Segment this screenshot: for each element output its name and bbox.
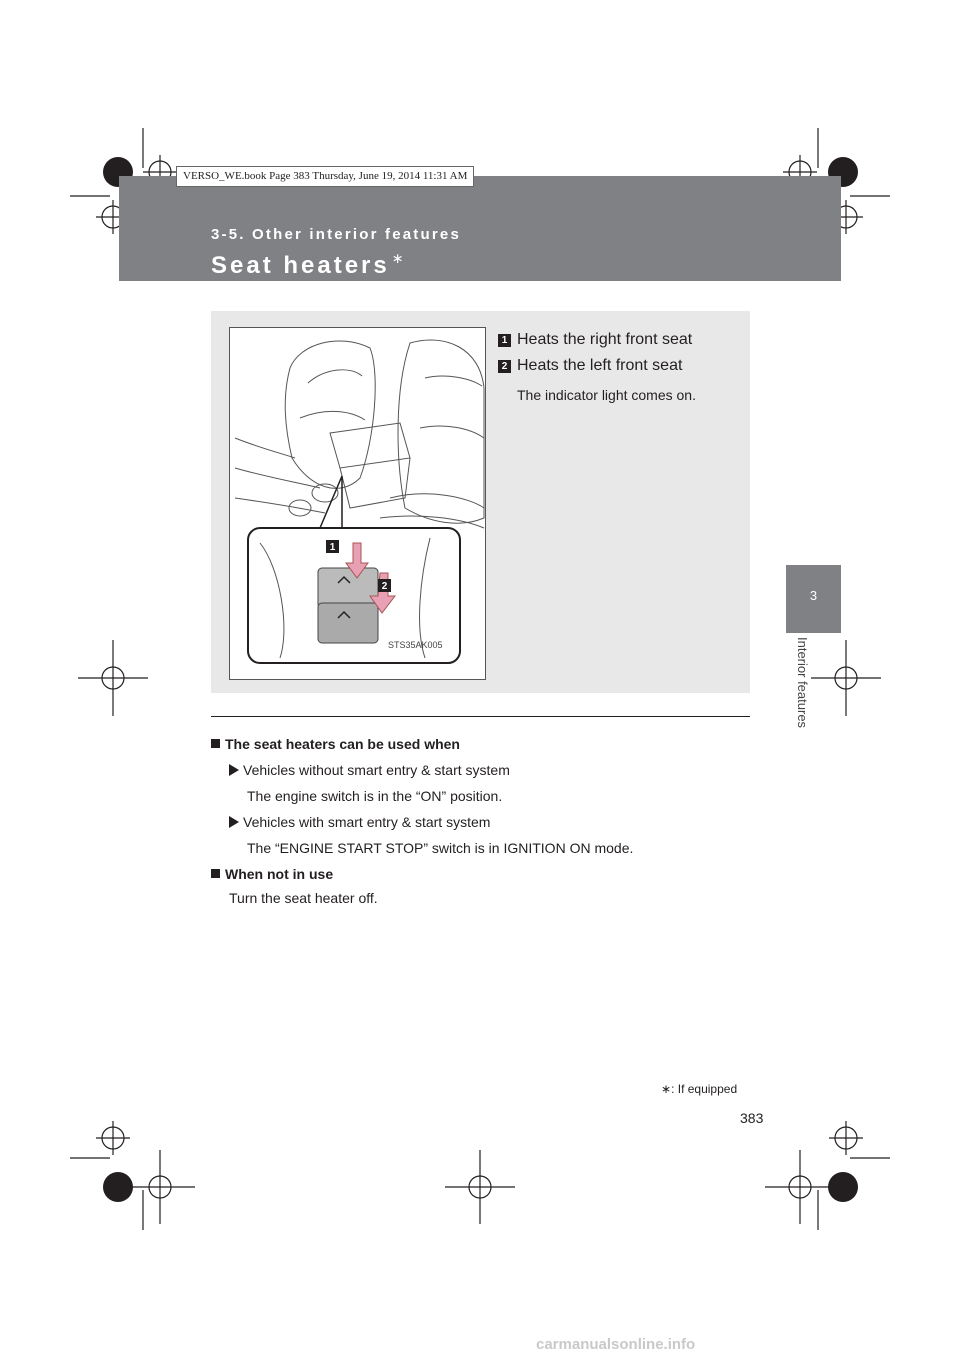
square-bullet-icon [211,869,220,878]
footnote-mark: ∗ [661,1082,672,1096]
section-title: 3-5. Other interior features [211,226,461,243]
crosshair-icon [445,1150,515,1224]
svg-text:1: 1 [329,542,336,553]
callout-badge-1: 1 [498,334,511,347]
item-2-title [229,814,490,830]
not-in-use-text: Turn the seat heater off. [229,890,378,906]
crosshair-icon [96,1121,130,1155]
triangle-bullet-icon [229,816,239,828]
heading-not-in-use [211,866,333,882]
heading-text: When not in use [225,866,334,882]
item-2-text: The “ENGINE START STOP” switch is in IGNITION ON mode. [247,840,634,856]
footnote-text: : If equipped [671,1082,738,1096]
item-text: Vehicles with smart entry & start system [243,814,491,830]
seat-illustration [229,327,486,680]
page-number: 383 [740,1110,764,1126]
footnote [661,1082,737,1096]
crosshair-icon [829,1121,863,1155]
square-bullet-icon [211,739,220,748]
heading-usable-when [211,736,460,752]
crosshair-icon [78,640,148,716]
crosshair-icon [765,1150,835,1224]
watermark: carmanualsonline.info [536,1336,696,1353]
triangle-bullet-icon [229,764,239,776]
indicator-note: The indicator light comes on. [517,387,696,403]
chapter-label: Interior features [795,637,810,729]
section-divider [211,716,750,717]
item-text: Vehicles without smart entry & start system [243,762,510,778]
seat-heater-drawing [230,328,485,679]
callout-text-1: Heats the right front seat [517,331,693,348]
callout-1 [498,331,692,349]
page-title-text: Seat heaters [211,252,390,279]
book-stamp: VERSO_WE.book Page 383 Thursday, June 19, 2014 11:31 AM [176,166,474,187]
page-title [211,250,403,280]
svg-text:2: 2 [381,581,388,592]
chapter-number: 3 [809,588,818,603]
crosshair-icon [125,1150,195,1224]
image-code: STS35AK005 [388,640,443,650]
callout-2 [498,357,682,375]
registration-dot-icon [103,1172,133,1202]
callout-text-2: Heats the left front seat [517,357,683,374]
callout-badge-2: 2 [498,360,511,373]
registration-dot-icon [828,1172,858,1202]
item-1-title [229,762,510,778]
equipped-mark: ∗ [391,250,404,266]
crosshair-icon [811,640,881,716]
heading-text: The seat heaters can be used when [225,736,460,752]
item-1-text: The engine switch is in the “ON” position. [247,788,503,804]
